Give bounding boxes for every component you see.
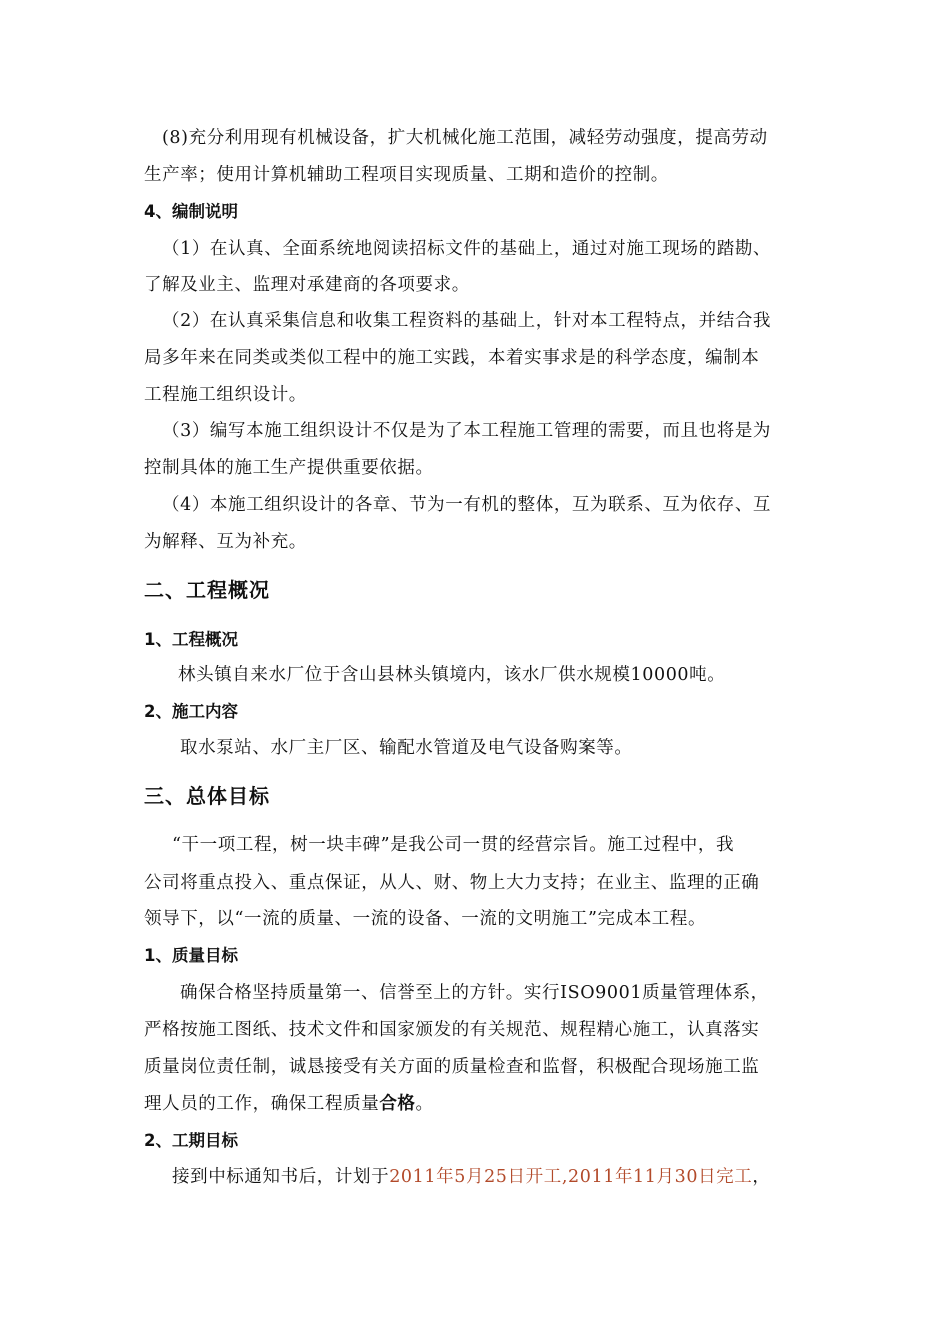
compile-note-4-line1: （4）本施工组织设计的各章、节为一有机的整体，互为联系、互为依存、互 <box>162 495 772 515</box>
period-goal-suffix: ， <box>752 1167 771 1187</box>
quality-goal-line4-text: 理人员的工作，确保工程质量 <box>144 1094 380 1114</box>
goals-intro-line1: “干一项工程，树一块丰碑”是我公司一贯的经营宗旨。施工过程中，我 <box>172 835 735 855</box>
compile-note-2-line2: 局多年来在同类或类似工程中的施工实践，本着实事求是的科学态度，编制本 <box>144 348 760 368</box>
compile-note-2-line3: 工程施工组织设计。 <box>144 385 307 405</box>
goals-title: 三、总体目标 <box>144 784 270 808</box>
quality-goal-line1: 确保合格坚持质量第一、信誉至上的方针。实行ISO9001质量管理体系， <box>180 983 769 1003</box>
period-goal-prefix: 接到中标通知书后，计划于 <box>172 1167 390 1187</box>
item8-line1: (8)充分利用现有机械设备，扩大机械化施工范围，减轻劳动强度，提高劳动 <box>162 128 768 148</box>
period-goal-heading: 2、工期目标 <box>144 1131 238 1150</box>
quality-goal-line4-end: 。 <box>415 1094 434 1114</box>
quality-goal-result: 合格 <box>379 1094 416 1114</box>
overview-title: 二、工程概况 <box>144 578 270 602</box>
overview-paragraph-1: 林头镇自来水厂位于含山县林头镇境内，该水厂供水规模10000吨。 <box>178 665 726 685</box>
overview-subheading-2: 2、施工内容 <box>144 702 238 721</box>
quality-goal-line4 <box>144 1091 814 1117</box>
quality-goal-line3: 质量岗位责任制，诚恳接受有关方面的质量检查和监督，积极配合现场施工监 <box>144 1057 760 1077</box>
goals-intro-line3: 领导下，以“一流的质量、一流的设备、一流的文明施工”完成本工程。 <box>144 909 707 929</box>
overview-paragraph-2: 取水泵站、水厂主厂区、输配水管道及电气设备购案等。 <box>180 738 633 758</box>
compile-notes-heading: 4、编制说明 <box>144 202 238 221</box>
overview-subheading-1: 1、工程概况 <box>144 630 238 649</box>
compile-note-3-line1: （3）编写本施工组织设计不仅是为了本工程施工管理的需要，而且也将是为 <box>162 421 772 441</box>
compile-note-2-line1: （2）在认真采集信息和收集工程资料的基础上，针对本工程特点，并结合我 <box>162 311 772 331</box>
period-goal-line <box>172 1164 842 1190</box>
goals-intro-line2: 公司将重点投入、重点保证，从人、财、物上大力支持；在业主、监理的正确 <box>144 873 760 893</box>
quality-goal-heading: 1、质量目标 <box>144 946 238 965</box>
item8-line2: 生产率；使用计算机辅助工程项目实现质量、工期和造价的控制。 <box>144 165 669 185</box>
compile-note-1-line1: （1）在认真、全面系统地阅读招标文件的基础上，通过对施工现场的踏勘、 <box>162 239 772 259</box>
compile-note-4-line2: 为解释、互为补充。 <box>144 532 307 552</box>
period-goal-dates: 2011年5月25日开工,2011年11月30日完工 <box>389 1167 753 1187</box>
quality-goal-line2: 严格按施工图纸、技术文件和国家颁发的有关规范、规程精心施工，认真落实 <box>144 1020 760 1040</box>
compile-note-1-line2: 了解及业主、监理对承建商的各项要求。 <box>144 275 470 295</box>
compile-note-3-line2: 控制具体的施工生产提供重要依据。 <box>144 458 434 478</box>
